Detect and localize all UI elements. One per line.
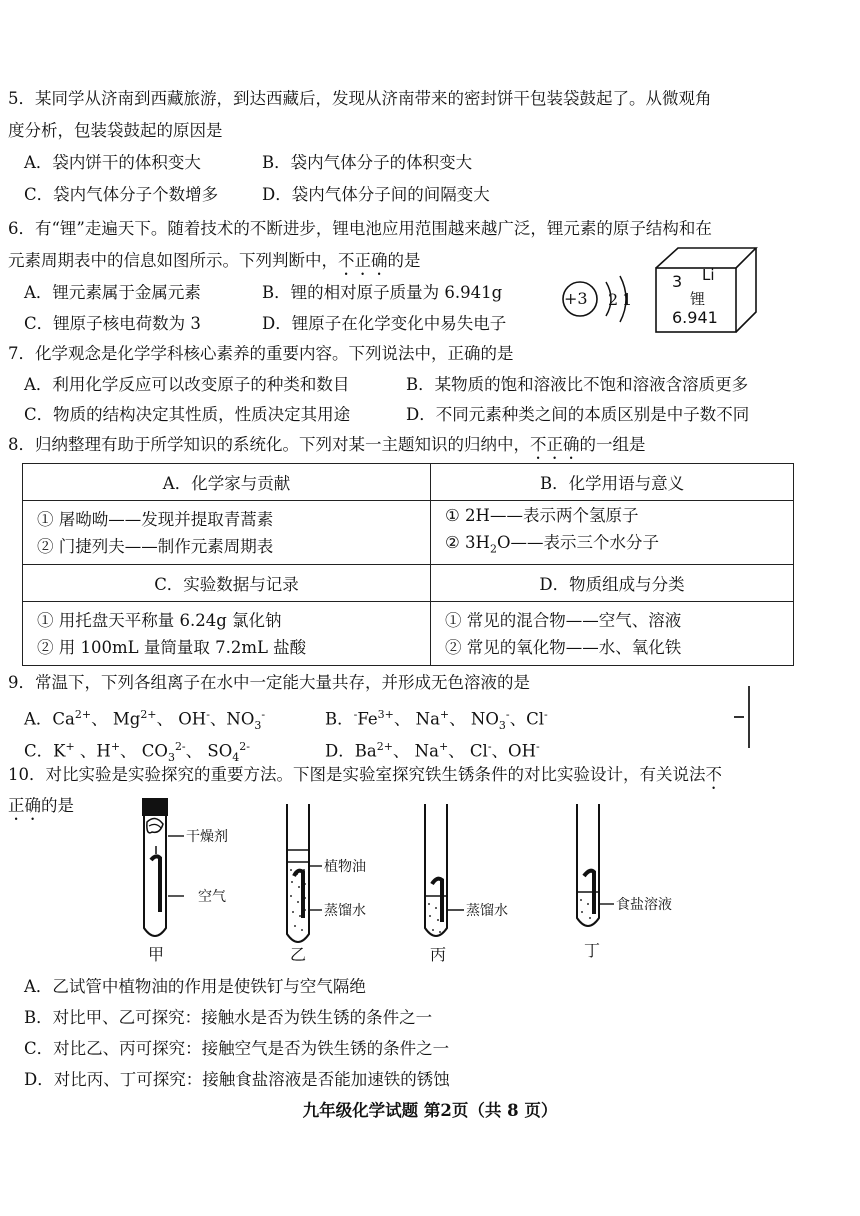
q9-option-a [24, 704, 265, 737]
ion-charge: - [206, 708, 210, 721]
ion-text: 、 NO [449, 709, 499, 729]
shell-1-electrons: 2 [608, 290, 619, 309]
tube-name-bing: 丙 [430, 945, 447, 964]
tube-name-jia: 甲 [148, 945, 165, 964]
tube-name-ding: 丁 [584, 941, 601, 960]
ion-text: 、 Na [393, 709, 440, 729]
cell-b-item-1: ① 2H——表示两个氢原子 [445, 506, 639, 526]
cell-d-item-1: ① 常见的混合物——空气、溶液 [445, 610, 682, 630]
scan-mark [748, 686, 750, 748]
formula-subscript: 2 [489, 542, 497, 556]
cell-b-body [431, 501, 794, 565]
q10-stem-line1 [8, 764, 722, 793]
cell-b-title: B．化学用语与意义 [431, 464, 794, 501]
cell-b-item-2 [445, 529, 779, 562]
ion-charge: + [65, 740, 75, 753]
cell-a-item-2: ② 门捷列夫——制作元素周期表 [37, 536, 274, 556]
q10-emphasis-1: 不 [705, 765, 722, 784]
ion-text: D．Ba [325, 741, 377, 761]
label-distilled-water-yi: 蒸馏水 [324, 903, 366, 919]
q6-stem-text: 元素周期表中的信息如图所示。下列判断中， [8, 251, 338, 270]
ion-charge: + [110, 740, 121, 753]
cell-a-item-1: ① 屠呦呦——发现并提取青蒿素 [37, 509, 274, 529]
page-footer: 九年级化学试题 第2页（共 8 页） [302, 1101, 558, 1120]
lithium-atom-diagram [558, 262, 648, 332]
ion-text: 、 Mg [91, 709, 141, 729]
cell-d-item-2: ② 常见的氧化物——水、氧化铁 [445, 637, 682, 657]
formula-suffix: O——表示三个水分子 [496, 533, 659, 553]
ion-charge: - [505, 708, 510, 721]
ion-charge: 2+ [376, 740, 393, 753]
q5-stem-line2: 度分析，包装袋鼓起的原因是 [8, 121, 223, 140]
ion-text: Fe [357, 709, 378, 729]
ion-charge: + [438, 740, 449, 753]
scan-mark [734, 716, 744, 718]
q8-stem-tail: 的一组是 [579, 435, 646, 454]
q8-summary-table [22, 463, 794, 666]
ion-text: 、 SO [185, 741, 233, 761]
formula-prefix: ② 3H [445, 533, 490, 553]
q7-option-c: C．物质的结构决定其性质，性质决定其用途 [24, 405, 351, 424]
ion-charge: 2- [174, 740, 186, 753]
q7-stem: 7．化学观念是化学学科核心素养的重要内容。下列说法中，正确的是 [8, 344, 514, 363]
q10-option-d: D．对比丙、丁可探究：接触食盐溶液是否能加速铁的锈蚀 [24, 1070, 450, 1089]
ion-text: 、H [74, 741, 111, 761]
q10-option-c: C．对比乙、丙可探究：接触空气是否为铁生锈的条件之一 [24, 1039, 450, 1058]
q7-option-a: A．利用化学反应可以改变原子的种类和数目 [24, 375, 350, 394]
ion-text: 、NO [209, 709, 255, 729]
ion-charge: - [535, 740, 540, 753]
q5-stem-line1: 5．某同学从济南到西藏旅游，到达西藏后，发现从济南带来的密封饼干包装袋鼓起了。从微观角 [8, 89, 712, 108]
q10-stem-line2 [8, 795, 74, 824]
ion-text: 、 CO [120, 741, 168, 761]
tube-jia-icon [142, 798, 184, 936]
q7-option-b: B．某物质的饱和溶液比不饱和溶液含溶质更多 [406, 375, 749, 394]
atomic-mass: 6.941 [672, 308, 718, 327]
q5-option-c: C．袋内气体分子个数增多 [24, 185, 219, 204]
ion-text: 、 Na [392, 741, 439, 761]
q10-option-a: A．乙试管中植物油的作用是使铁钉与空气隔绝 [24, 977, 366, 996]
q10-stem-text: 10．对比实验是实验探究的重要方法。下图是实验室探究铁生锈条件的对比实验设计，有关说法 [8, 765, 706, 784]
cell-c-item-1: ① 用托盘天平称量 6.24g 氯化钠 [37, 610, 282, 630]
ion-text: 、 OH [156, 709, 207, 729]
label-distilled-water-bing: 蒸馏水 [466, 903, 508, 919]
label-salt-solution: 食盐溶液 [616, 897, 672, 913]
lithium-element-cell [652, 244, 762, 336]
q8-emphasis: 不正确 [530, 435, 580, 454]
nucleus-charge: +3 [564, 289, 588, 308]
q7-option-d: D．不同元素种类之间的本质区别是中子数不同 [406, 405, 750, 424]
ion-subscript: 3 [167, 750, 175, 764]
q6-option-b: B．锂的相对原子质量为 6.941g [262, 283, 503, 302]
cell-a-body [23, 501, 431, 565]
ion-text: B． [325, 709, 354, 729]
cell-a-title: A．化学家与贡献 [23, 464, 431, 501]
ion-subscript: 3 [254, 718, 262, 732]
ion-charge: - [353, 708, 358, 721]
q6-stem-tail: 的是 [387, 251, 421, 270]
ion-charge: - [261, 708, 266, 721]
ion-text: 、OH [491, 741, 536, 761]
ion-charge: 2- [239, 740, 250, 753]
tube-ding-icon [577, 804, 614, 926]
q9-option-d [325, 736, 540, 763]
q10-stem-tail: 的是 [41, 796, 74, 815]
tube-name-yi: 乙 [290, 945, 307, 964]
ion-subscript: 3 [498, 718, 506, 732]
ion-charge: - [487, 740, 492, 753]
ion-text: 、Cl [509, 709, 544, 729]
ion-charge: 2+ [74, 708, 92, 721]
cell-c-body [23, 602, 431, 666]
ion-charge: 3+ [377, 708, 394, 721]
ion-subscript: 4 [232, 750, 240, 764]
tube-yi-icon [287, 804, 322, 942]
q5-option-a: A．袋内饼干的体积变大 [24, 153, 201, 172]
q5-option-d: D．袋内气体分子间的间隔变大 [262, 185, 490, 204]
ion-charge: - [543, 708, 548, 721]
q6-stem-line2 [8, 250, 421, 279]
element-name: 锂 [690, 290, 706, 308]
q6-option-c: C．锂原子核电荷数为 3 [24, 314, 201, 333]
q6-option-d: D．锂原子在化学变化中易失电子 [262, 314, 507, 333]
q6-stem-line1: 6．有“锂”走遍天下。随着技术的不断进步，锂电池应用范围越来越广泛，锂元素的原子结构和在 [8, 219, 712, 238]
cell-c-item-2: ② 用 100mL 量筒量取 7.2mL 盐酸 [37, 637, 307, 657]
q8-stem [8, 434, 646, 463]
atomic-number: 3 [672, 272, 683, 291]
cell-c-title: C．实验数据与记录 [23, 565, 431, 602]
label-vegetable-oil: 植物油 [324, 859, 366, 875]
q6-option-a: A．锂元素属于金属元素 [24, 283, 201, 302]
ion-text: A．Ca [24, 709, 75, 729]
shell-2-electrons: 1 [622, 290, 633, 309]
ion-text: C．K [24, 741, 66, 761]
element-symbol: Li [702, 266, 715, 284]
ion-text: 、 Cl [448, 741, 488, 761]
q6-emphasis: 不正确 [338, 251, 388, 270]
tube-bing-icon [425, 804, 464, 936]
q10-option-b: B．对比甲、乙可探究：接触水是否为铁生锈的条件之一 [24, 1008, 433, 1027]
q5-option-b: B．袋内气体分子的体积变大 [262, 153, 473, 172]
ion-charge: + [439, 708, 450, 721]
ion-charge: 2+ [140, 708, 157, 721]
cell-d-title: D．物质组成与分类 [431, 565, 794, 602]
label-desiccant: 干燥剂 [186, 829, 228, 845]
cell-d-body [431, 602, 794, 666]
q10-emphasis-2: 正确 [8, 796, 41, 815]
q8-stem-text: 8．归纳整理有助于所学知识的系统化。下列对某一主题知识的归纳中， [8, 435, 530, 454]
q9-stem: 9．常温下，下列各组离子在水中一定能大量共存，并形成无色溶液的是 [8, 673, 530, 692]
q9-option-b [325, 704, 548, 737]
label-air: 空气 [198, 889, 226, 905]
